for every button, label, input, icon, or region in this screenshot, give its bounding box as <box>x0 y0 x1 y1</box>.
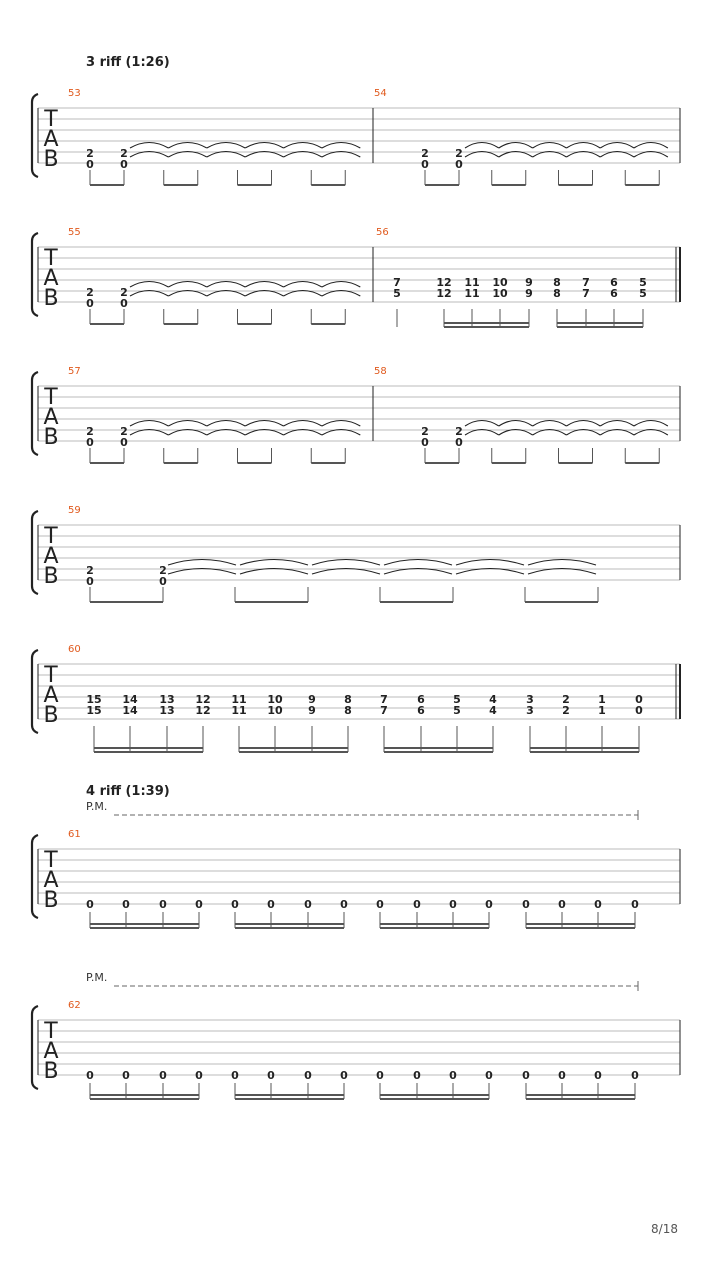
fret-number: 0 <box>558 898 566 911</box>
tie-arc <box>240 560 308 566</box>
measure-number: 59 <box>68 505 81 516</box>
fret-number: 5 <box>639 276 647 289</box>
fret-number: 2 <box>86 147 94 160</box>
tie-arc <box>168 143 206 149</box>
tab-clef-letter: A <box>43 405 59 430</box>
system-bracket <box>32 1006 38 1089</box>
fret-number: 0 <box>485 898 493 911</box>
fret-number: 4 <box>489 704 497 717</box>
tie-arc <box>130 421 168 427</box>
tie-arc <box>312 560 380 566</box>
fret-number: 0 <box>421 436 429 449</box>
tab-clef-letter: T <box>44 848 58 873</box>
tab-clef-letter: B <box>43 888 59 913</box>
fret-number: 6 <box>610 287 618 300</box>
fret-number: 0 <box>594 1069 602 1082</box>
tie-arc <box>465 421 499 427</box>
fret-number: 8 <box>344 704 352 717</box>
fret-number: 12 <box>195 693 211 706</box>
tab-clef-letter: T <box>44 524 58 549</box>
tie-arc <box>130 282 168 288</box>
fret-number: 0 <box>86 158 94 171</box>
fret-number: 0 <box>413 898 421 911</box>
fret-number: 1 <box>598 693 606 706</box>
page-number: 8/18 <box>651 1222 678 1236</box>
tie-arc <box>168 421 206 427</box>
measure-number: 62 <box>68 1000 81 1011</box>
fret-number: 10 <box>267 704 283 717</box>
tie-arc <box>245 143 283 149</box>
fret-number: 9 <box>525 287 533 300</box>
tab-clef-letter: B <box>43 703 59 728</box>
tie-arc <box>528 560 596 566</box>
fret-number: 2 <box>562 704 570 717</box>
fret-number: 2 <box>455 147 463 160</box>
tie-arc <box>207 143 245 149</box>
fret-number: 15 <box>86 693 102 706</box>
fret-number: 10 <box>267 693 283 706</box>
tie-arc <box>322 421 360 427</box>
tie-arc <box>566 143 600 149</box>
fret-number: 0 <box>86 436 94 449</box>
fret-number: 0 <box>304 1069 312 1082</box>
tab-clef-letter: A <box>43 868 59 893</box>
fret-number: 0 <box>120 436 128 449</box>
fret-number: 0 <box>376 898 384 911</box>
section-title-4-riff: 4 riff (1:39) <box>86 784 170 799</box>
fret-number: 11 <box>231 704 247 717</box>
fret-number: 2 <box>120 425 128 438</box>
tie-arc <box>384 560 452 566</box>
fret-number: 0 <box>120 158 128 171</box>
measure-number: 53 <box>68 88 81 99</box>
tie-arc <box>284 282 322 288</box>
tab-clef-letter: A <box>43 1039 59 1064</box>
fret-number: 2 <box>120 147 128 160</box>
section-title-3-riff: 3 riff (1:26) <box>86 55 170 70</box>
fret-number: 0 <box>195 1069 203 1082</box>
fret-number: 12 <box>195 704 211 717</box>
fret-number: 7 <box>582 287 590 300</box>
tie-arc <box>499 143 533 149</box>
fret-number: 0 <box>340 1069 348 1082</box>
tie-arc <box>245 421 283 427</box>
fret-number: 4 <box>489 693 497 706</box>
tie-arc <box>322 143 360 149</box>
tie-arc <box>168 282 206 288</box>
fret-number: 0 <box>455 436 463 449</box>
fret-number: 0 <box>413 1069 421 1082</box>
tie-arc <box>465 143 499 149</box>
fret-number: 0 <box>86 297 94 310</box>
tie-arc <box>284 421 322 427</box>
tie-arc <box>634 143 668 149</box>
measure-number: 56 <box>376 227 389 238</box>
fret-number: 0 <box>159 1069 167 1082</box>
fret-number: 0 <box>421 158 429 171</box>
fret-number: 0 <box>635 704 643 717</box>
palm-mute-label: P.M. <box>86 800 108 813</box>
fret-number: 7 <box>393 276 401 289</box>
fret-number: 0 <box>267 898 275 911</box>
fret-number: 2 <box>120 286 128 299</box>
fret-number: 0 <box>267 1069 275 1082</box>
measure-number: 61 <box>68 829 81 840</box>
fret-number: 7 <box>582 276 590 289</box>
fret-number: 2 <box>562 693 570 706</box>
fret-number: 0 <box>449 898 457 911</box>
fret-number: 6 <box>417 693 425 706</box>
fret-number: 0 <box>159 898 167 911</box>
fret-number: 0 <box>340 898 348 911</box>
tie-arc <box>322 282 360 288</box>
fret-number: 9 <box>308 704 316 717</box>
tab-clef-letter: T <box>44 663 58 688</box>
fret-number: 2 <box>86 564 94 577</box>
fret-number: 13 <box>159 704 175 717</box>
fret-number: 7 <box>380 693 388 706</box>
tab-clef-letter: B <box>43 1059 59 1084</box>
tie-arc <box>130 143 168 149</box>
tab-clef-letter: B <box>43 564 59 589</box>
fret-number: 0 <box>195 898 203 911</box>
tie-arc <box>207 421 245 427</box>
fret-number: 6 <box>417 704 425 717</box>
fret-number: 5 <box>639 287 647 300</box>
fret-number: 12 <box>436 287 452 300</box>
fret-number: 14 <box>122 704 138 717</box>
palm-mute-label: P.M. <box>86 971 108 984</box>
fret-number: 0 <box>631 1069 639 1082</box>
system-bracket <box>32 835 38 918</box>
fret-number: 11 <box>231 693 247 706</box>
tab-clef-letter: T <box>44 246 58 271</box>
fret-number: 0 <box>304 898 312 911</box>
tie-arc <box>168 560 236 566</box>
fret-number: 0 <box>120 297 128 310</box>
fret-number: 5 <box>393 287 401 300</box>
fret-number: 10 <box>492 276 508 289</box>
tie-arc <box>566 421 600 427</box>
system-bracket <box>32 511 38 594</box>
fret-number: 0 <box>449 1069 457 1082</box>
fret-number: 14 <box>122 693 138 706</box>
tie-arc <box>456 560 524 566</box>
fret-number: 15 <box>86 704 102 717</box>
fret-number: 0 <box>522 898 530 911</box>
fret-number: 0 <box>376 1069 384 1082</box>
fret-number: 2 <box>455 425 463 438</box>
fret-number: 0 <box>159 575 167 588</box>
fret-number: 0 <box>231 1069 239 1082</box>
fret-number: 11 <box>464 276 480 289</box>
fret-number: 8 <box>553 276 561 289</box>
fret-number: 0 <box>86 1069 94 1082</box>
tie-arc <box>533 143 567 149</box>
fret-number: 0 <box>231 898 239 911</box>
measure-number: 54 <box>374 88 387 99</box>
fret-number: 0 <box>594 898 602 911</box>
fret-number: 0 <box>631 898 639 911</box>
tab-clef-letter: A <box>43 127 59 152</box>
tie-arc <box>600 143 634 149</box>
fret-number: 9 <box>525 276 533 289</box>
fret-number: 2 <box>86 425 94 438</box>
tab-clef-letter: B <box>43 425 59 450</box>
tie-arc <box>284 143 322 149</box>
tab-clef-letter: A <box>43 266 59 291</box>
tie-arc <box>533 421 567 427</box>
fret-number: 7 <box>380 704 388 717</box>
tab-clef-letter: B <box>43 286 59 311</box>
fret-number: 0 <box>635 693 643 706</box>
fret-number: 0 <box>122 898 130 911</box>
fret-number: 13 <box>159 693 175 706</box>
tie-arc <box>245 282 283 288</box>
fret-number: 1 <box>598 704 606 717</box>
tab-clef-letter: A <box>43 544 59 569</box>
fret-number: 0 <box>86 575 94 588</box>
fret-number: 5 <box>453 704 461 717</box>
fret-number: 6 <box>610 276 618 289</box>
fret-number: 0 <box>86 898 94 911</box>
fret-number: 10 <box>492 287 508 300</box>
tab-clef-letter: T <box>44 1019 58 1044</box>
fret-number: 0 <box>455 158 463 171</box>
fret-number: 0 <box>558 1069 566 1082</box>
tie-arc <box>634 421 668 427</box>
fret-number: 2 <box>421 425 429 438</box>
measure-number: 58 <box>374 366 387 377</box>
fret-number: 9 <box>308 693 316 706</box>
tab-clef-letter: A <box>43 683 59 708</box>
tab-clef-letter: B <box>43 147 59 172</box>
fret-number: 0 <box>522 1069 530 1082</box>
fret-number: 8 <box>553 287 561 300</box>
fret-number: 2 <box>86 286 94 299</box>
fret-number: 0 <box>122 1069 130 1082</box>
fret-number: 8 <box>344 693 352 706</box>
fret-number: 0 <box>485 1069 493 1082</box>
tie-arc <box>499 421 533 427</box>
tab-clef-letter: T <box>44 107 58 132</box>
tie-arc <box>207 282 245 288</box>
fret-number: 2 <box>159 564 167 577</box>
system-bracket <box>32 94 38 177</box>
fret-number: 2 <box>421 147 429 160</box>
measure-number: 60 <box>68 644 81 655</box>
fret-number: 11 <box>464 287 480 300</box>
tab-clef-letter: T <box>44 385 58 410</box>
fret-number: 5 <box>453 693 461 706</box>
fret-number: 3 <box>526 693 534 706</box>
system-bracket <box>32 650 38 733</box>
system-bracket <box>32 372 38 455</box>
measure-number: 55 <box>68 227 81 238</box>
fret-number: 12 <box>436 276 452 289</box>
system-bracket <box>32 233 38 316</box>
tie-arc <box>600 421 634 427</box>
fret-number: 3 <box>526 704 534 717</box>
measure-number: 57 <box>68 366 81 377</box>
